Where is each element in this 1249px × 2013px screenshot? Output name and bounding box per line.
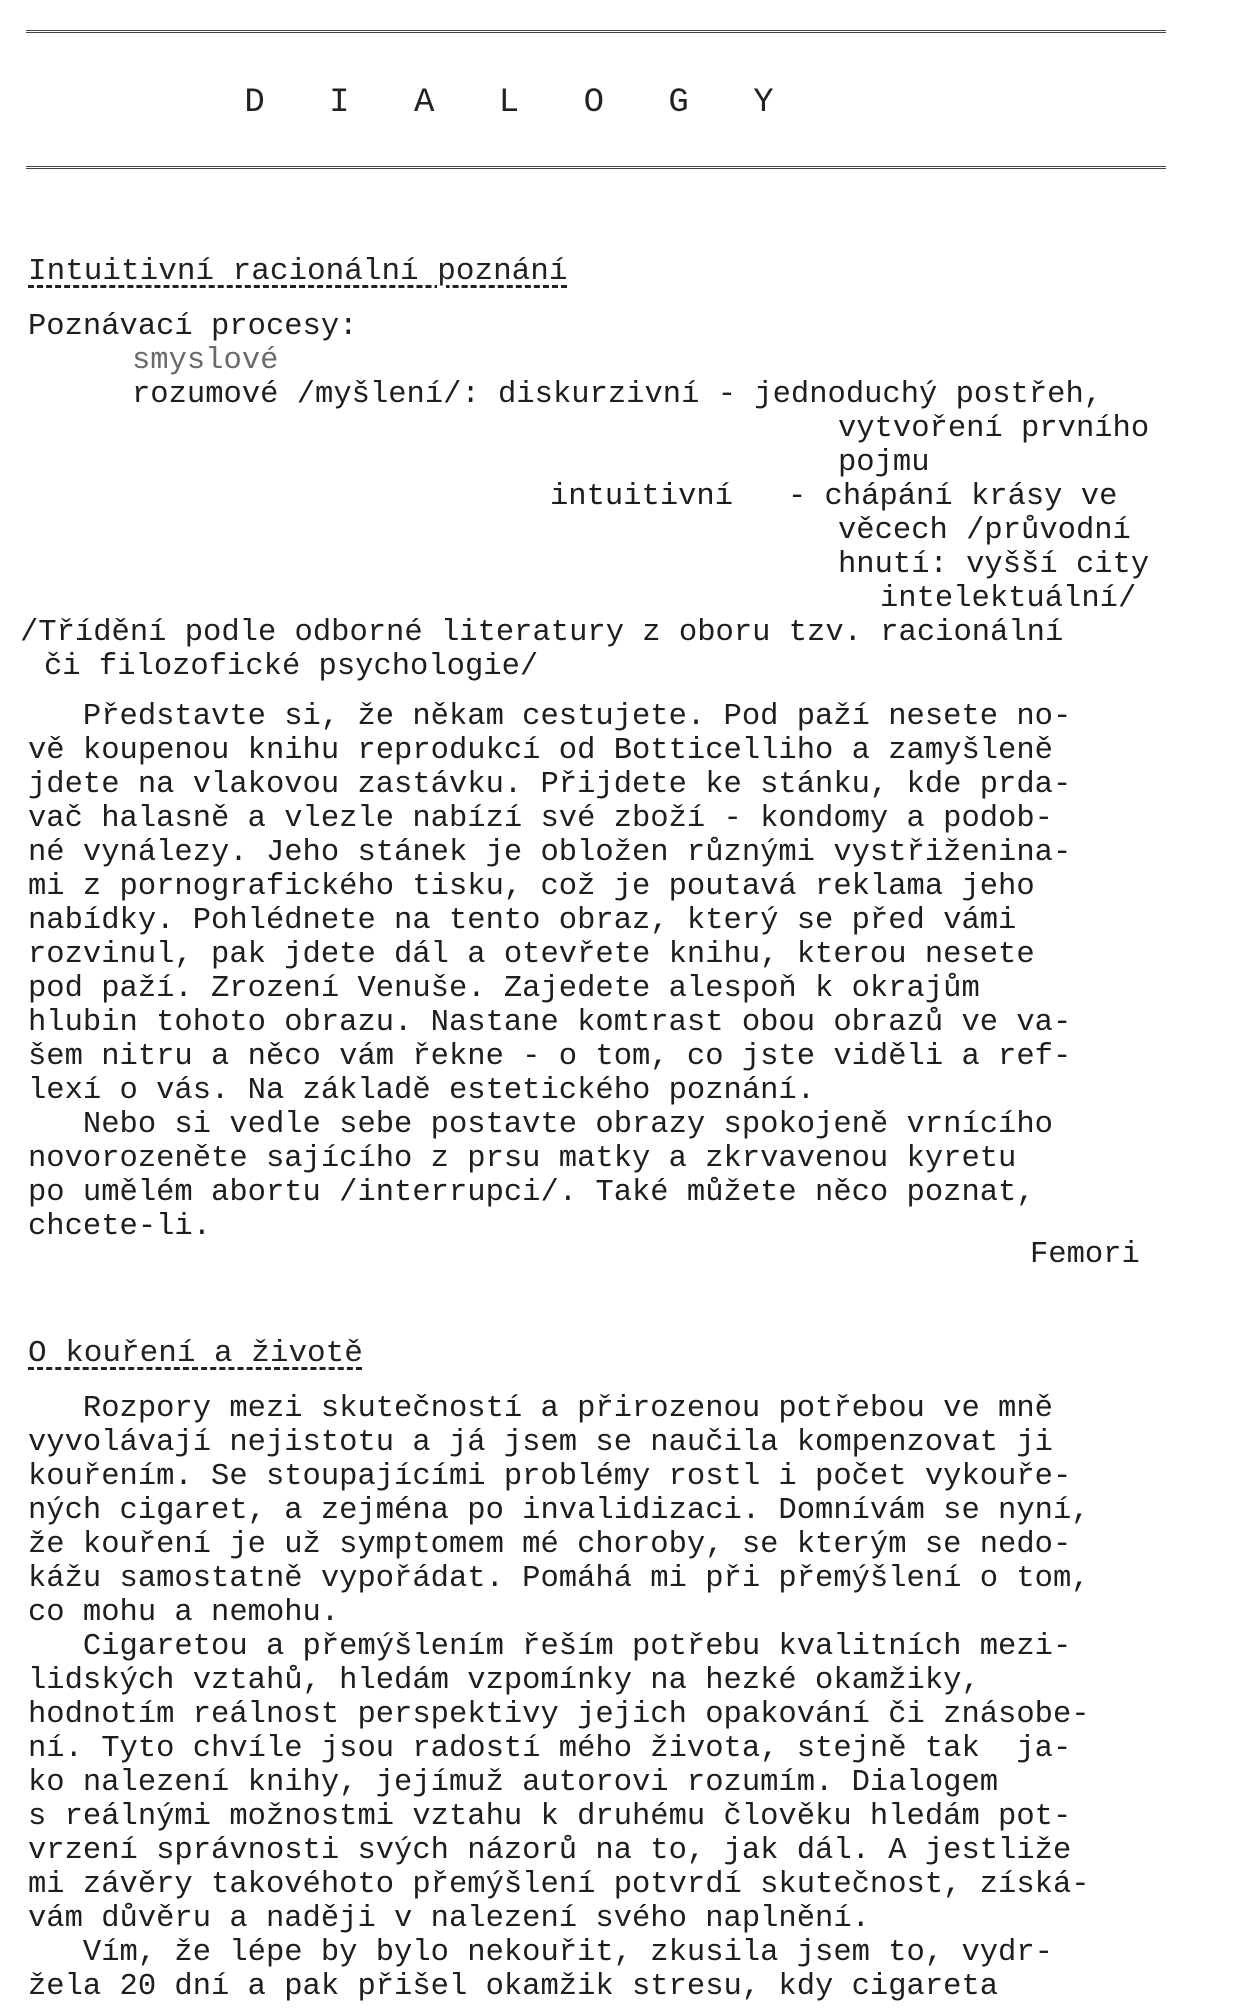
paragraph-line: Představte si, že někam cestujete. Pod paží nesete no- <box>28 700 1072 734</box>
paragraph-line: Vím, že lépe by bylo nekouřit, zkusila jsem to, vydr- <box>28 1936 1053 1970</box>
paragraph-line: po umělém abortu /interrupci/. Také můžete něco poznat, <box>28 1176 1035 1210</box>
paragraph-line: s reálnými možnostmi vztahu k druhému člověku hledám pot- <box>28 1800 1072 1834</box>
author-signature: Femori <box>1030 1238 1140 1272</box>
paragraph-line: hodnotím reálnost perspektivy jejich opakování či znásobe- <box>28 1698 1090 1732</box>
paragraph-line: mi z pornografického tisku, což je poutavá reklama jeho <box>28 870 1035 904</box>
paragraph-line: lidských vztahů, hledám vzpomínky na hezké okamžiky, <box>28 1664 980 1698</box>
paragraph-line: vám důvěru a naději v nalezení svého naplnění. <box>28 1902 870 1936</box>
paragraph-line: jdete na vlakovou zastávku. Přijdete ke stánku, kde prda- <box>28 768 1072 802</box>
paragraph-line: hlubin tohoto obrazu. Nastane komtrast obou obrazů ve va- <box>28 1006 1072 1040</box>
page-title: D I A L O G Y <box>244 84 796 122</box>
paragraph-line: co mohu a nemohu. <box>28 1596 340 1630</box>
discursive-line-3: pojmu <box>838 446 930 480</box>
paragraph-line: né vynálezy. Jeho stánek je obložen různými vystřiženina- <box>28 836 1072 870</box>
section-heading-smoking-and-life: O kouření a životě <box>28 1336 363 1371</box>
paragraph-line: žela 20 dní a pak přišel okamžik stresu, kdy cigareta <box>28 1970 999 2004</box>
intuitive-line-4: intelektuální/ <box>880 582 1137 616</box>
top-double-rule <box>26 30 1166 33</box>
discursive-line-2: vytvoření prvního <box>838 412 1150 446</box>
paragraph-line: rozvinul, pak jdete dál a otevřete knihu, kterou nesete <box>28 938 1035 972</box>
classification-note-1: /Třídění podle odborné literatury z oboru tzv. racionální <box>20 616 1064 650</box>
paragraph-line: ko nalezení knihy, jejímuž autorovi rozumím. Dialogem <box>28 1766 999 1800</box>
paragraph-line: vač halasně a vlezle nabízí své zboží - kondomy a podob- <box>28 802 1053 836</box>
paragraph-line: ní. Tyto chvíle jsou radostí mého života, stejně tak ja- <box>28 1732 1072 1766</box>
paragraph-line: chcete-li. <box>28 1210 212 1244</box>
paragraph-line: ných cigaret, a zejména po invalidizaci. Domnívám se nyní, <box>28 1494 1090 1528</box>
paragraph-line: Nebo si vedle sebe postavte obrazy spokojeně vrnícího <box>28 1108 1053 1142</box>
paragraph-line: že kouření je už symptomem mé choroby, se kterým se nedo- <box>28 1528 1072 1562</box>
paragraph-line: Cigaretou a přemýšlením řeším potřebu kvalitních mezi- <box>28 1630 1072 1664</box>
intuitive-line-3: hnutí: vyšší city <box>838 548 1150 582</box>
title-double-rule <box>26 166 1166 169</box>
section-heading-intuitive-knowledge: Intuitivní racionální poznání <box>28 254 568 289</box>
paragraph-line: Rozpory mezi skutečností a přirozenou potřebou ve mně <box>28 1392 1053 1426</box>
intuitive-line: intuitivní - chápání krásy ve <box>550 480 1118 514</box>
paragraph-line: kouřením. Se stoupajícími problémy rostl i počet vykouře- <box>28 1460 1072 1494</box>
paragraph-line: vrzení správnosti svých názorů na to, jak dál. A jestliže <box>28 1834 1072 1868</box>
paragraph-line: vyvolávají nejistotu a já jsem se naučila kompenzovat ji <box>28 1426 1053 1460</box>
classification-note-2: či filozofické psychologie/ <box>44 650 539 684</box>
intuitive-line-2: věcech /průvodní <box>838 514 1131 548</box>
paragraph-line: novorozeněte sajícího z prsu matky a zkrvavenou kyretu <box>28 1142 1017 1176</box>
paragraph-line: vě koupenou knihu reprodukcí od Botticelliho a zamyšleně <box>28 734 1053 768</box>
paragraph-line: kážu samostatně vypořádat. Pomáhá mi při přemýšlení o tom, <box>28 1562 1090 1596</box>
paragraph-line: lexí o vás. Na základě estetického poznání. <box>28 1074 816 1108</box>
rational-line: rozumové /myšlení/: diskurzivní - jednoduchý postřeh, <box>132 378 1103 412</box>
paragraph-line: nabídky. Pohlédnete na tento obraz, který se před vámi <box>28 904 1017 938</box>
paragraph-line: šem nitru a něco vám řekne - o tom, co jste viděli a ref- <box>28 1040 1072 1074</box>
sensory-line: smyslové <box>132 344 279 378</box>
paragraph-line: pod paží. Zrození Venuše. Zajedete alespoň k okrajům <box>28 972 980 1006</box>
paragraph-line: mi závěry takovéhoto přemýšlení potvrdí skutečnost, získá- <box>28 1868 1090 1902</box>
intro-line: Poznávací procesy: <box>28 310 358 344</box>
